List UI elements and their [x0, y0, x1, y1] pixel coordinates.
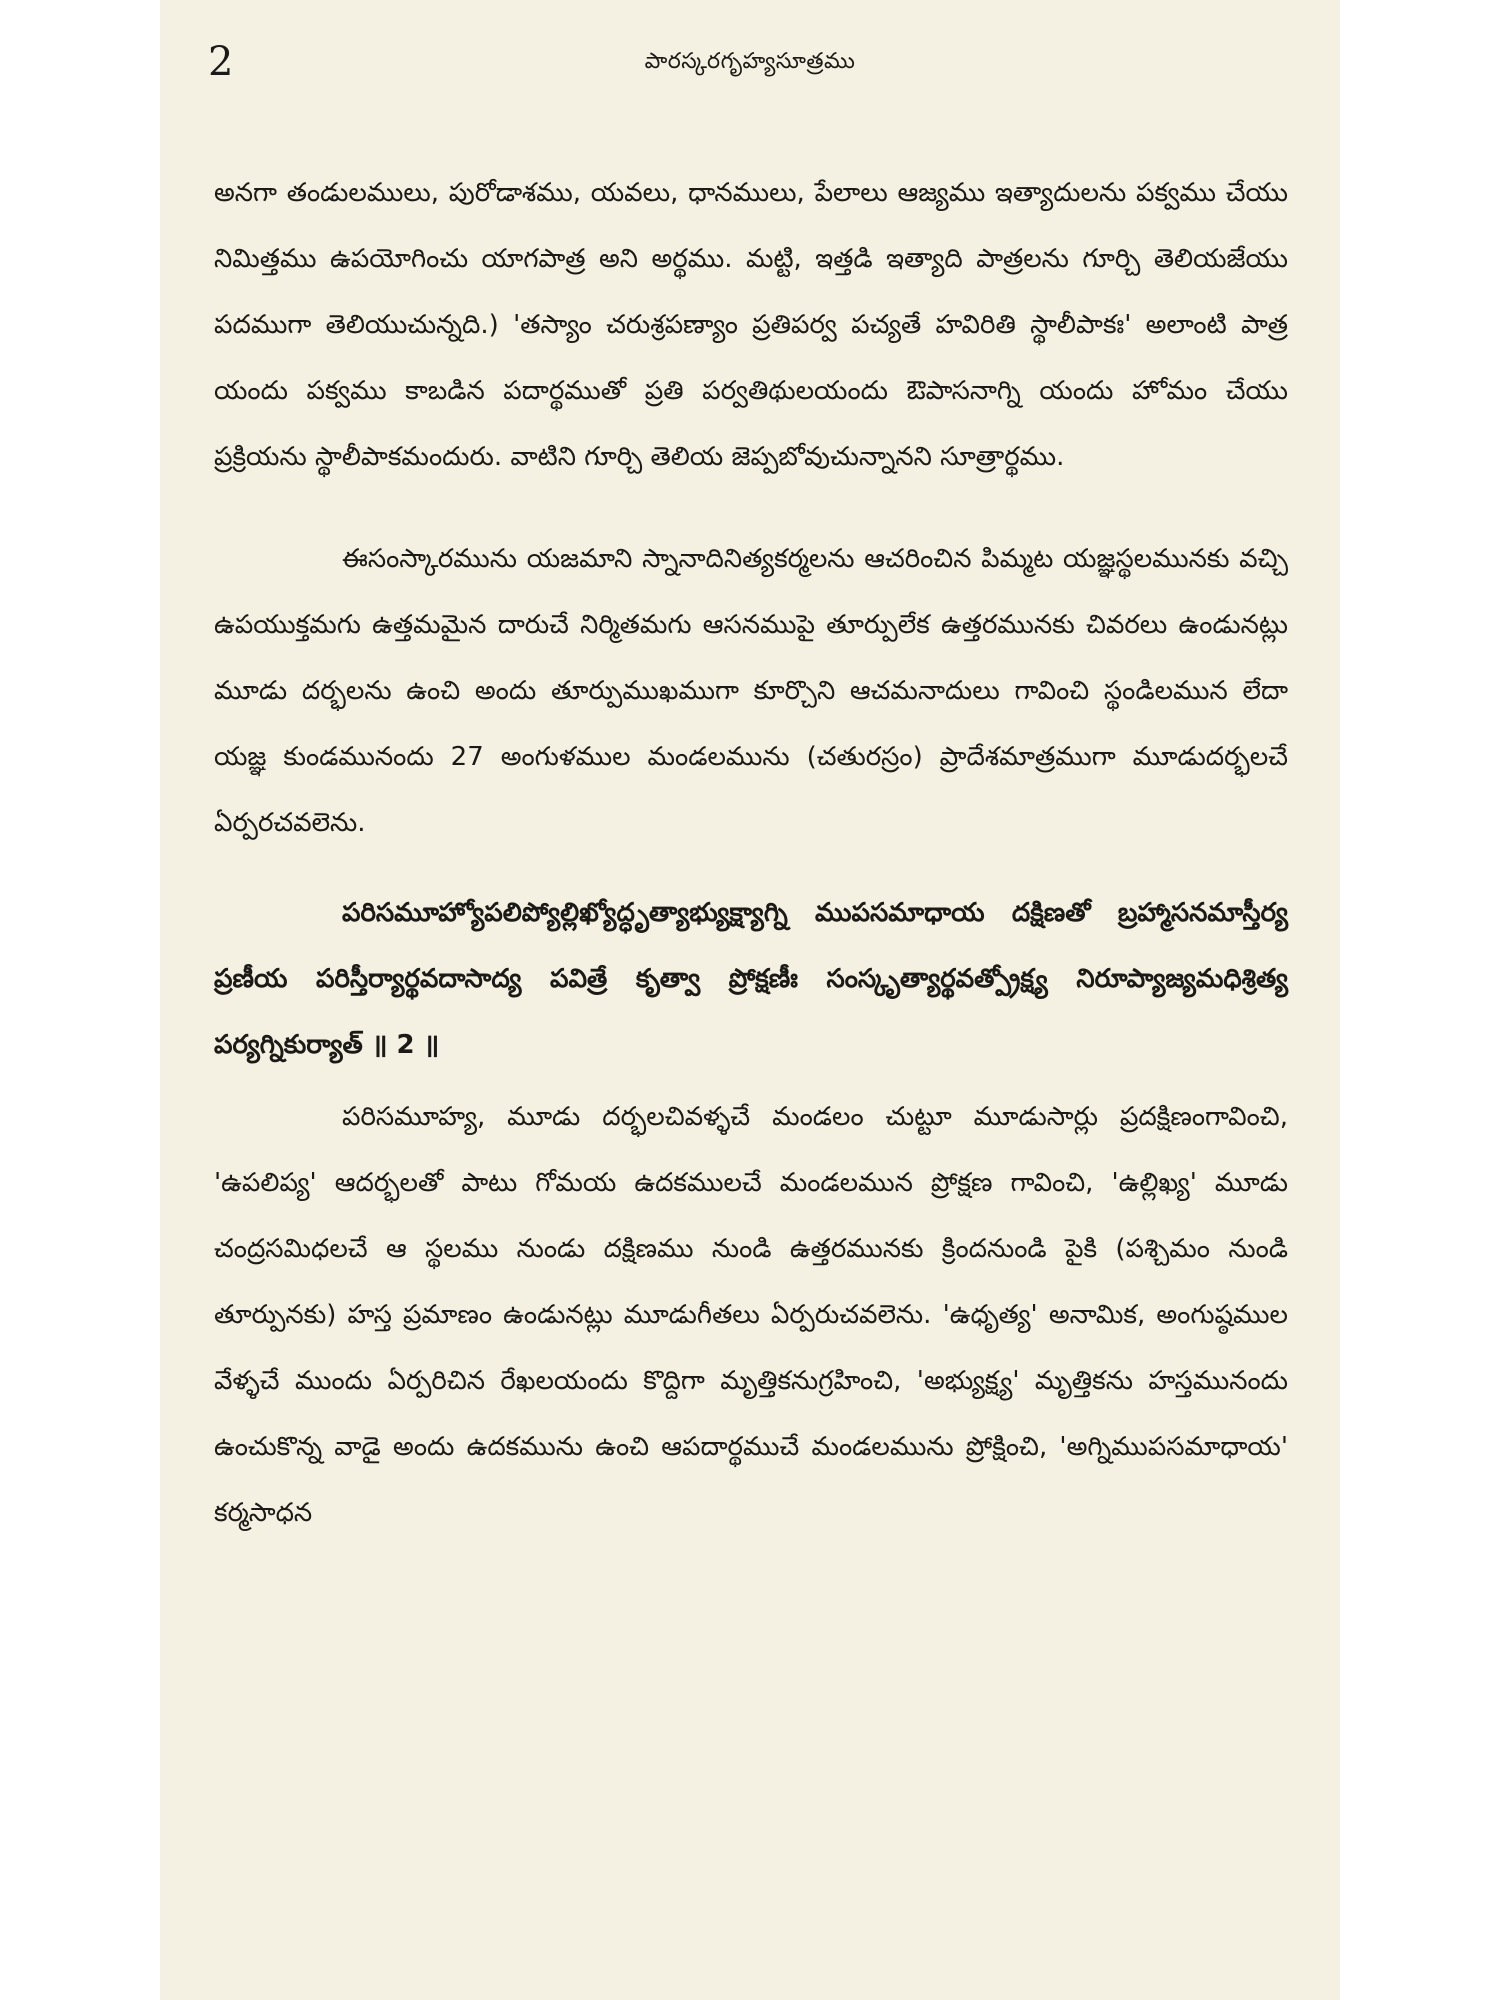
page-header	[208, 30, 1292, 100]
book-page	[160, 0, 1340, 2000]
paragraph-commentary: పరిసమూహ్య, మూడు దర్భలచివళ్ళచే మండలం చుట్టూ మూడుసార్లు ప్రదక్షిణంగావించి, 'ఉపలిప్య' ఆదర్భలతో పాటు గోమయ ఉదకములచే మండలమున ప్రోక్షణ గావించి, 'ఉల్లిఖ్య' మూడు చంద్రసమిధలచే ఆ స్థలము నుండు దక్షిణము నుండి ఉత్తరమునకు క్రిందనుండి పైకి (పశ్చిమం నుండి తూర్పునకు) హస్త ప్రమాణం ఉండునట్లు మూడుగీతలు ఏర్పరుచవలెను. 'ఉధృత్య' అనామిక, అంగుష్ఠముల వేళ్ళచే ముందు ఏర్పరిచిన రేఖలయందు కొద్దిగా మృత్తికనుగ్రహించి, 'అభ్యుక్ష్య' మృత్తికను హస్తమునందు ఉంచుకొన్న వాడై అందు ఉదకమును ఉంచి ఆపదార్థముచే మండలమును ప్రోక్షించి, 'అగ్నిముపసమాధాయ' కర్మసాధన	[214, 1102, 1288, 1528]
page-number: 2	[208, 39, 234, 85]
running-title: పారస్కరగృహ్యసూత్రము	[644, 49, 856, 74]
sutra-verse: పరిసమూహ్యోపలిప్యోల్లిఖ్యోద్ధృత్యాభ్యుక్ష్యాగ్ని ముపసమాధాయ దక్షిణతో బ్రహ్మాసనమాస్తీర్య ప్రణీయ పరిస్తీర్యార్థవదాసాద్య పవిత్రే కృత్వా ప్రోక్షణీః సంస్కృత్యార్థవత్ప్రోక్ష్య నిరూప్యాజ్యమధిశ్రిత్య పర్యగ్నికుర్యాత్ ॥ 2 ॥	[214, 898, 1288, 1060]
paragraph-continuation: అనగా తండులములు, పురోడాశము, యవలు, ధానములు, పేలాలు ఆజ్యము ఇత్యాదులను పక్వము చేయు నిమిత్తము ఉపయోగించు యాగపాత్ర అని అర్థము. మట్టి, ఇత్తడి ఇత్యాది పాత్రలను గూర్చి తెలియజేయు పదముగా తెలియుచున్నది.) 'తస్యాం చరుశ్రపణ్యాం ప్రతిపర్వ పచ్యతే హవిరితి స్థాలీపాకః' అలాంటి పాత్ర యందు పక్వము కాబడిన పదార్థముతో ప్రతి పర్వతిథులయందు ఔపాసనాగ్ని యందు హోమం చేయు ప్రక్రియను స్థాలీపాకమందురు. వాటిని గూర్చి తెలియ జెప్పబోవుచున్నానని సూత్రార్థము.	[214, 178, 1288, 472]
page-body	[160, 160, 1340, 1546]
paragraph-procedure: ఈసంస్కారమును యజమాని స్నానాదినిత్యకర్మలను ఆచరించిన పిమ్మట యజ్ఞస్థలమునకు వచ్చి ఉపయుక్తమగు ఉత్తమమైన దారుచే నిర్మితమగు ఆసనముపై తూర్పులేక ఉత్తరమునకు చివరలు ఉండునట్లు మూడు దర్భలను ఉంచి అందు తూర్పుముఖముగా కూర్చొని ఆచమనాదులు గావించి స్థండిలమున లేదా యజ్ఞ కుండమునందు 27 అంగుళముల మండలమును (చతురస్రం) ప్రాదేశమాత్రముగా మూడుదర్భలచే ఏర్పరచవలెను.	[214, 544, 1288, 838]
